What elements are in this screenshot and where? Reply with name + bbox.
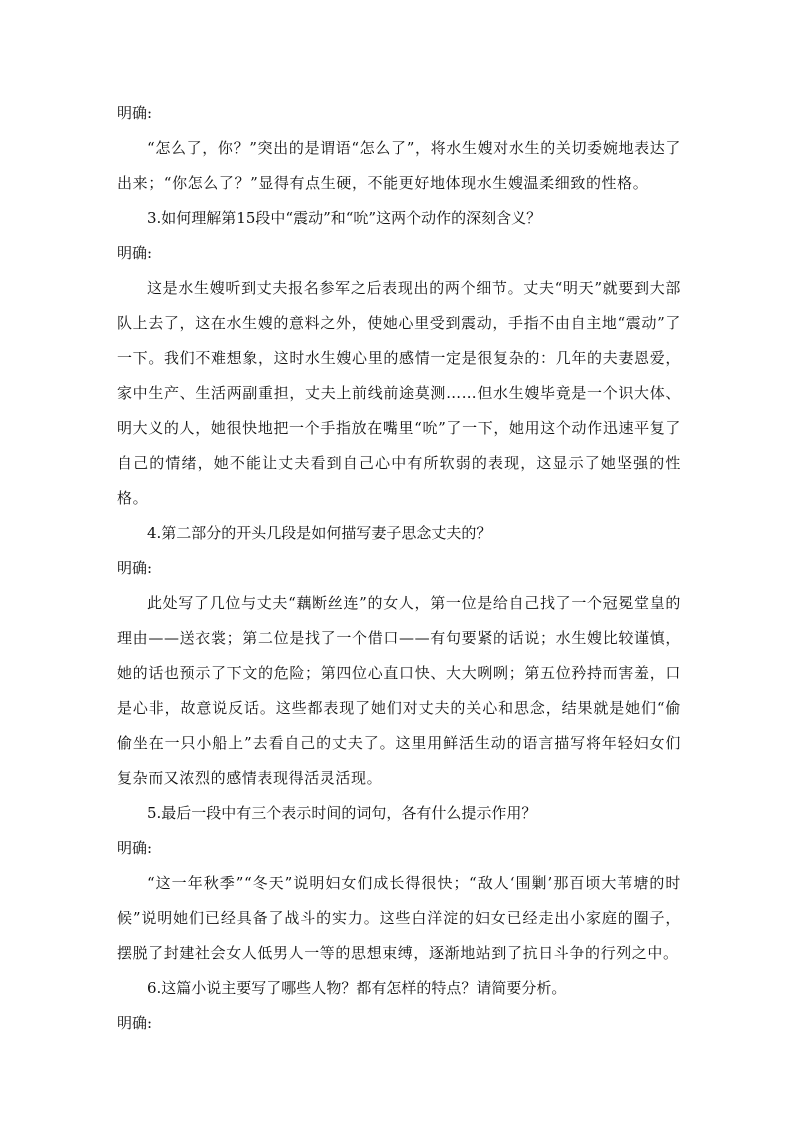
answer-paragraph: 此处写了几位与丈夫“藕断丝连”的女人，第一位是给自己找了一个冠冕堂皇的理由——送衣裳；第二位是找了一个借口——有句要紧的话说；水生嫂比较谨慎，她的话也预示了下文的危险；第四位心直口快、大大咧咧；第五位矜持而害羞，口是心非，故意说反话。这些都表现了她们对丈夫的关心和思念，结果就是她们“偷偷坐在一只小船上”去看自己的丈夫了。这里用鲜活生动的语言描写将年轻妇女们复杂而又浓烈的感情表现得活灵活现。: [117, 594, 681, 787]
answer-label: 明确:: [117, 244, 153, 262]
answer-label: 明确:: [117, 1014, 153, 1032]
answer-label: 明确:: [117, 104, 153, 122]
answer-paragraph: “怎么了，你？”突出的是谓语“怎么了”，将水生嫂对水生的关切委婉地表达了出来；“你怎么了？”显得有点生硬，不能更好地体现水生嫂温柔细致的性格。: [117, 139, 681, 192]
answer-paragraph: “这一年秋季”“冬天”说明妇女们成长得很快；“敌人‘围剿’那百顷大苇塘的时候”说明她们已经具备了战斗的实力。这些白洋淀的妇女已经走出小家庭的圈子，摆脱了封建社会女人低男人一等的思想束缚，逐渐地站到了抗日斗争的行列之中。: [117, 874, 681, 962]
answer-label: 明确:: [117, 839, 153, 857]
question-4: 4.第二部分的开头几段是如何描写妻子思念丈夫的？: [147, 524, 492, 542]
answer-paragraph: 这是水生嫂听到丈夫报名参军之后表现出的两个细节。丈夫“明天”就要到大部队上去了，这在水生嫂的意料之外，使她心里受到震动，手指不由自主地“震动”了一下。我们不难想象，这时水生嫂心里的感情一定是很复杂的：几年的夫妻恩爱，家中生产、生活两副重担，丈夫上前线前途莫测……但水生嫂毕竟是一个识大体、明大义的人，她很快地把一个手指放在嘴里“吮”了一下，她用这个动作迅速平复了自己的情绪，她不能让丈夫看到自己心中有所软弱的表现，这显示了她坚强的性格。: [117, 279, 681, 507]
document-page: [117, 96, 681, 1041]
question-5: 5.最后一段中有三个表示时间的词句，各有什么提示作用？: [147, 804, 537, 822]
question-3: 3.如何理解第15段中“震动”和“吮”这两个动作的深刻含义？: [147, 209, 542, 227]
question-6: 6.这篇小说主要写了哪些人物？都有怎样的特点？请简要分析。: [147, 979, 567, 997]
answer-label: 明确:: [117, 559, 153, 577]
